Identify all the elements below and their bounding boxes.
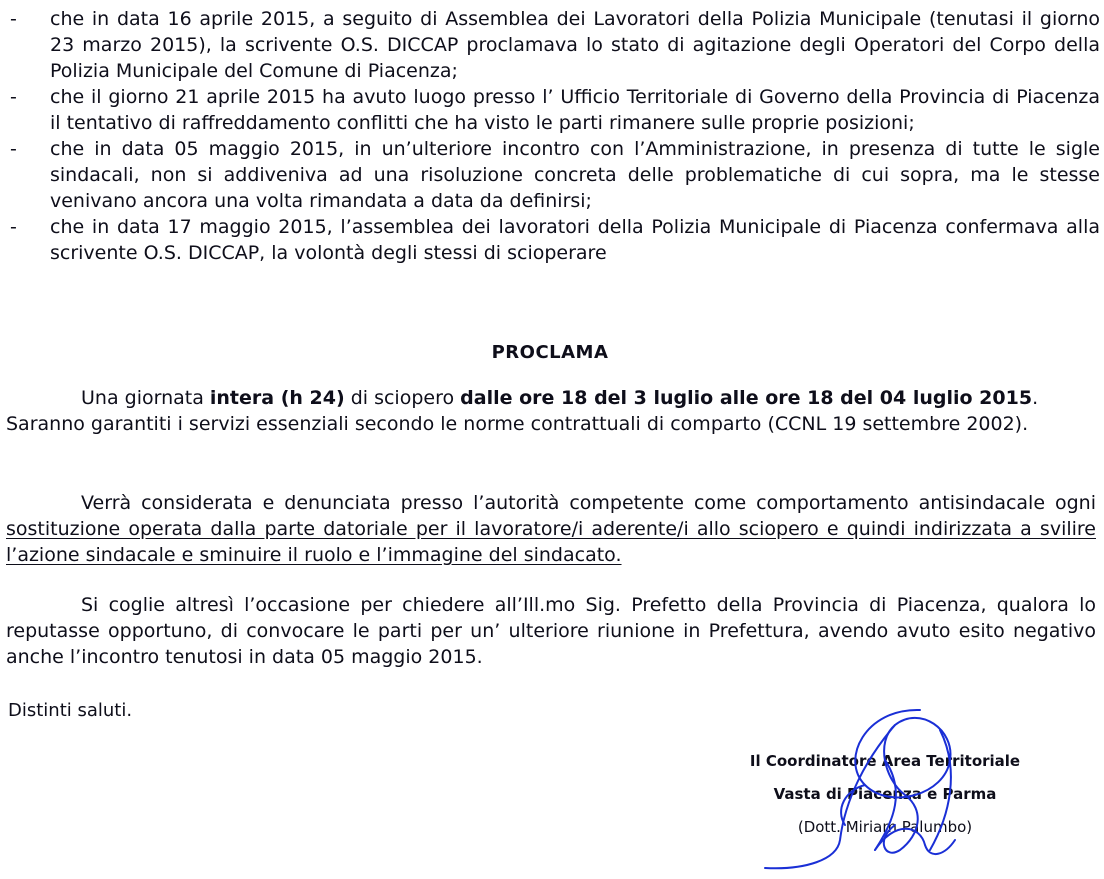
proclamation-text: di sciopero xyxy=(344,387,461,409)
list-item-text: che in data 16 aprile 2015, a seguito di Assemblea dei Lavoratori della Polizia Municipale (tenutasi il giorno 23 marzo 2015), la scrivente O.S. DICCAP proclamava lo stato di agitazione degli Operatori del Corpo della Polizia Municipale del Comune di Piacenza; xyxy=(50,8,1100,82)
essential-services-text: Saranno garantiti i servizi essenziali secondo le norme contrattuali di comparto (CCNL 19 settembre 2002). xyxy=(6,413,1029,435)
list-item-text: che in data 17 maggio 2015, l’assemblea dei lavoratori della Polizia Municipale di Piacenza confermava alla scrivente O.S. DICCAP, la volontà degli stessi di scioperare xyxy=(50,216,1100,264)
warning-text: Verrà considerata e denunciata presso l’autorità competente come comportamento antisindacale ogni xyxy=(81,492,1096,514)
list-item-text: che in data 05 maggio 2015, in un’ulteriore incontro con l’Amministrazione, in presenza di tutte le sigle sindacali, non si addiveniva ad una risoluzione concreta delle problematiche di cui sopra, ma le stesse venivano ancora una volta rimandata a data da definirsi; xyxy=(50,138,1100,212)
signatory-name: (Dott. Miriam Palumbo) xyxy=(797,818,973,836)
closing-greeting: Distinti saluti. xyxy=(8,700,133,721)
request-text: Si coglie altresì l’occasione per chiedere all’Ill.mo Sig. Prefetto della Provincia di Piacenza, qualora lo reputasse opportuno, di convocare le parti per un’ ulteriore riunione in Prefettura, avendo avuto esito negativo anche l’incontro tenutosi in data 05 maggio 2015. xyxy=(6,594,1096,668)
request-paragraph xyxy=(6,592,1096,670)
signature-block xyxy=(700,745,1070,844)
signatory-region: Vasta di Piacenza e Parma xyxy=(773,785,997,803)
proclamation-period: dalle ore 18 del 3 luglio alle ore 18 del 04 luglio 2015 xyxy=(460,387,1033,409)
proclamation-text: . xyxy=(1032,387,1039,409)
list-item-text: che il giorno 21 aprile 2015 ha avuto luogo presso l’ Ufficio Territoriale di Governo della Provincia di Piacenza il tentativo di raffreddamento conflitti che ha visto le parti rimanere sulle proprie posizioni; xyxy=(50,86,1100,134)
bullet-dash: - xyxy=(10,86,17,108)
warning-paragraph xyxy=(6,490,1096,568)
signatory-title: Il Coordinatore Area Territoriale xyxy=(749,752,1021,770)
bullet-dash: - xyxy=(10,138,17,160)
list-item xyxy=(0,6,1100,84)
list-item xyxy=(0,84,1100,136)
proclamation-text: Una giornata xyxy=(81,387,210,409)
proclamation-duration: intera (h 24) xyxy=(209,387,345,409)
list-item xyxy=(0,214,1100,266)
list-item xyxy=(0,136,1100,214)
warning-underlined-text: sostituzione operata dalla parte datoriale per il lavoratore/i aderente/i allo sciopero e quindi indirizzata a svilire l’azione sindacale e sminuire il ruolo e l’immagine del sindacato. xyxy=(6,518,1096,566)
bullet-dash: - xyxy=(10,216,17,238)
bullet-dash: - xyxy=(10,8,17,30)
proclamation-paragraph xyxy=(6,385,1096,437)
premises-list xyxy=(0,6,1100,266)
section-heading: PROCLAMA xyxy=(491,342,609,363)
